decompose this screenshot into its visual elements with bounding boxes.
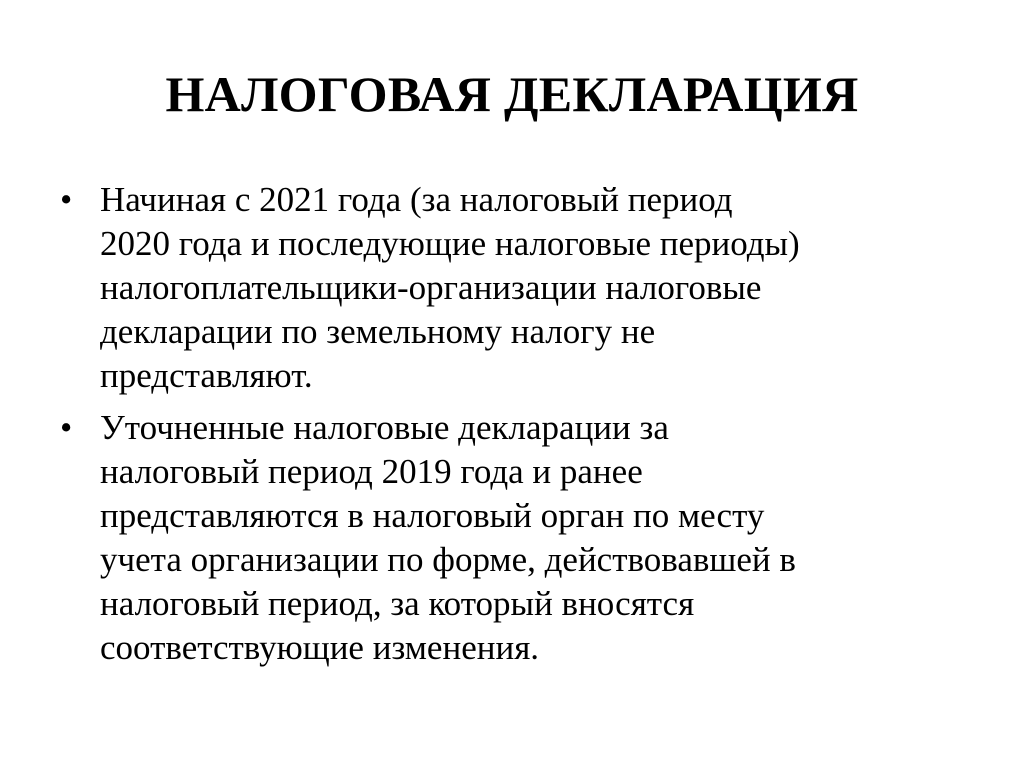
- bullet-2-line-6: соответствующие изменения.: [100, 628, 540, 667]
- bullet-2-line-4: учета организации по форме, действовавшей в: [100, 540, 796, 579]
- bullet-2-line-1: Уточненные налоговые декларации за: [100, 408, 669, 447]
- bullet-icon: •: [60, 180, 73, 219]
- bullet-1-line-1: Начиная с 2021 года (за налоговый период: [100, 180, 733, 219]
- bullet-1-line-2: 2020 года и последующие налоговые периоды): [100, 224, 800, 263]
- bullet-item-2: [60, 406, 980, 670]
- bullet-item-1: [60, 178, 980, 398]
- bullet-icon: •: [60, 408, 73, 447]
- slide-title: НАЛОГОВАЯ ДЕКЛАРАЦИЯ: [165, 66, 859, 122]
- bullet-2-line-5: налоговый период, за который вносятся: [100, 584, 695, 623]
- bullet-1-line-5: представляют.: [100, 356, 313, 395]
- bullet-2-line-3: представляются в налоговый орган по месту: [100, 496, 765, 535]
- bullet-2-line-2: налоговый период 2019 года и ранее: [100, 452, 643, 491]
- bullet-1-line-4: декларации по земельному налогу не: [100, 312, 656, 351]
- bullet-list: [60, 178, 980, 678]
- bullet-1-line-3: налогоплательщики-организации налоговые: [100, 268, 762, 307]
